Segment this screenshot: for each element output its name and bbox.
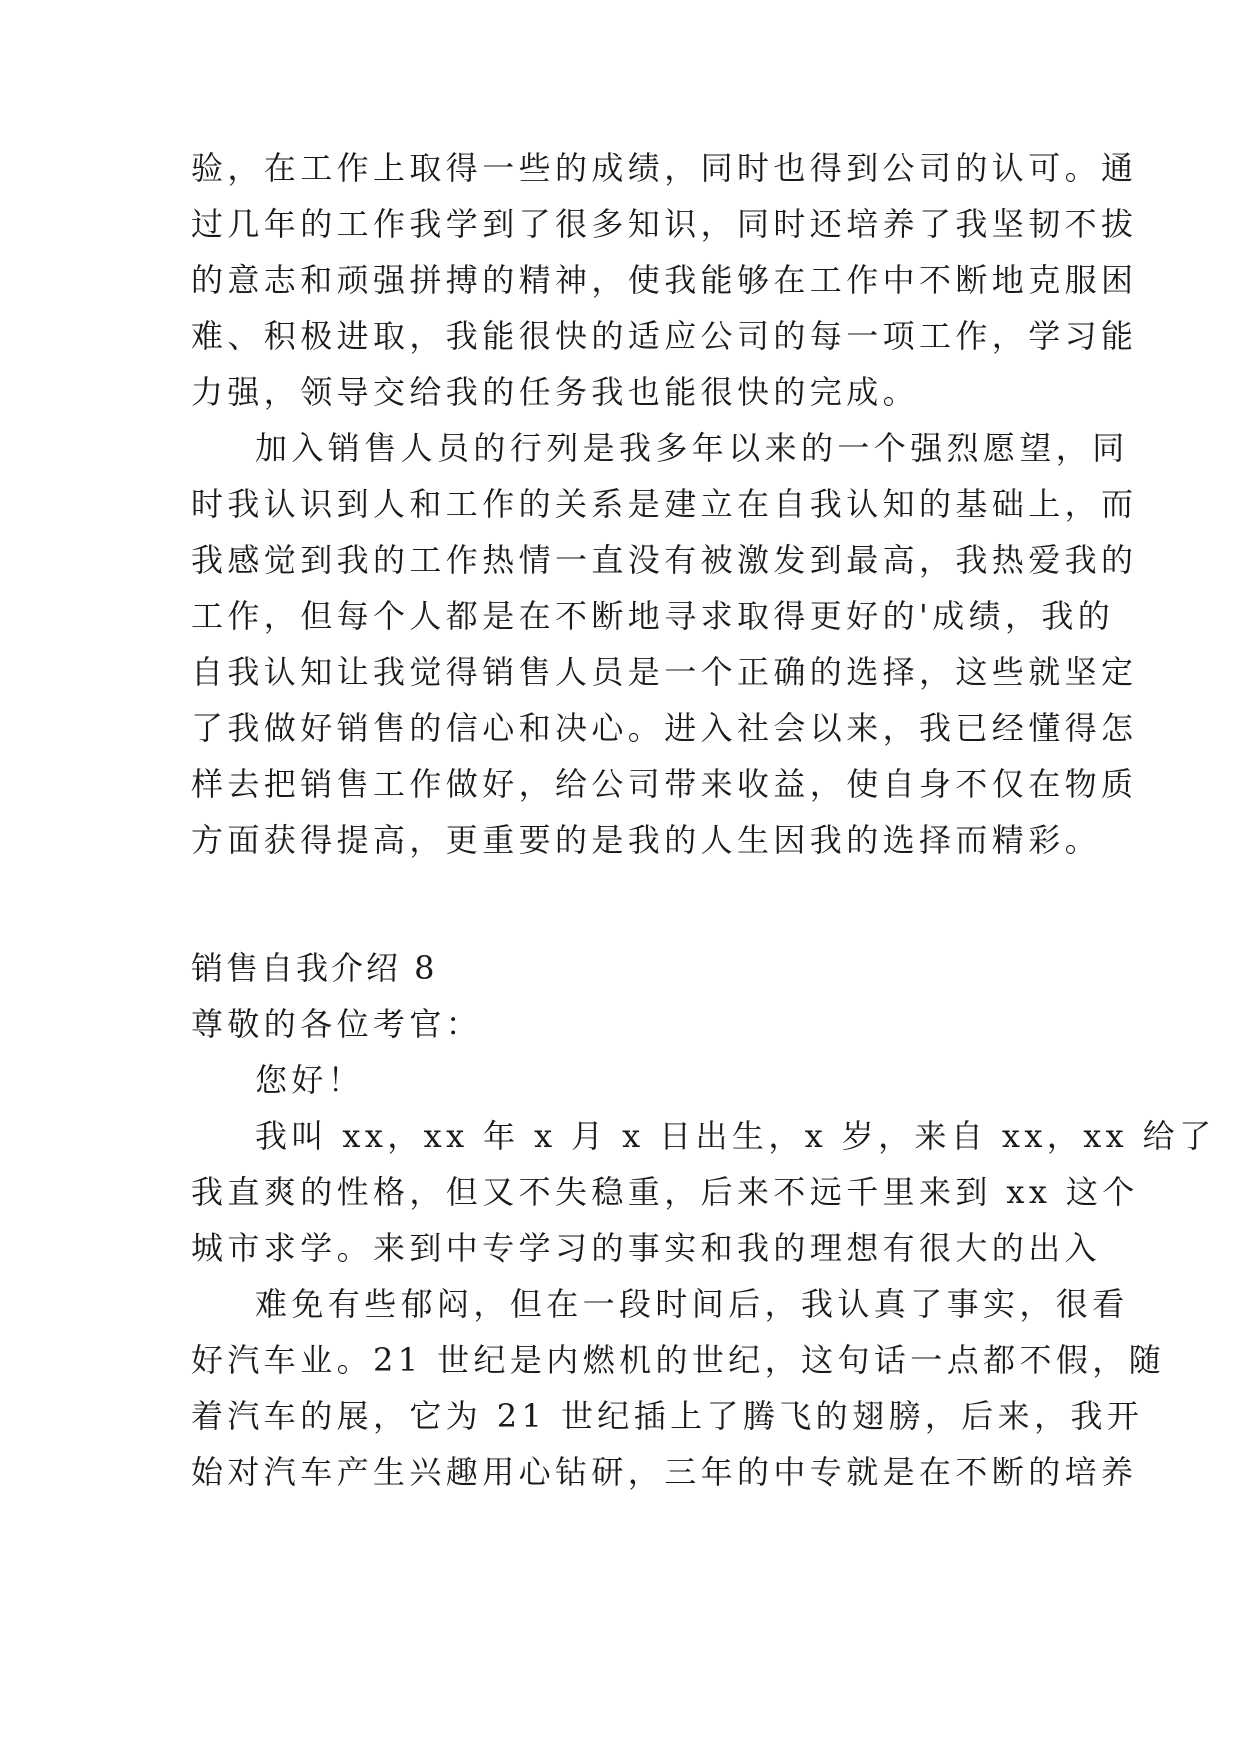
text-line: 加入销售人员的行列是我多年以来的一个强烈愿望，同: [255, 429, 1129, 467]
text-line: 自我认知让我觉得销售人员是一个正确的选择，这些就坚定: [191, 653, 1138, 691]
text-line: 过几年的工作我学到了很多知识，同时还培养了我坚韧不拔: [191, 205, 1138, 243]
salutation: 尊敬的各位考官：: [191, 1005, 483, 1043]
text-line: 难、积极进取，我能很快的适应公司的每一项工作，学习能: [191, 317, 1138, 355]
text-line: 方面获得提高，更重要的是我的人生因我的选择而精彩。: [191, 821, 1102, 859]
text-line: 我直爽的性格，但又不失稳重，后来不远千里来到 xx 这个: [191, 1173, 1139, 1211]
text-line: 难免有些郁闷，但在一段时间后，我认真了事实，很看: [255, 1285, 1129, 1323]
text-line: 始对汽车产生兴趣用心钻研，三年的中专就是在不断的培养: [191, 1453, 1138, 1491]
text-line: 好汽车业。21 世纪是内燃机的世纪，这句话一点都不假，随: [191, 1341, 1166, 1379]
text-line: 我叫 xx，xx 年 x 月 x 日出生，x 岁，来自 xx，xx 给了: [255, 1117, 1216, 1155]
text-line: 时我认识到人和工作的关系是建立在自我认知的基础上，而: [191, 485, 1138, 523]
paragraph-1: [191, 140, 1138, 420]
text-line: 工作，但每个人都是在不断地寻求取得更好的'成绩，我的: [191, 597, 1115, 635]
text-line: 城市求学。来到中专学习的事实和我的理想有很大的出入: [191, 1229, 1102, 1267]
paragraph-4: [191, 1276, 1166, 1500]
text-line: 的意志和顽强拼搏的精神，使我能够在工作中不断地克服困: [191, 261, 1138, 299]
section-title: 销售自我介绍 8: [191, 949, 438, 987]
paragraph-2: [191, 420, 1138, 868]
section-gap: [191, 868, 1051, 940]
paragraph-3: [191, 1108, 1216, 1276]
text-line: 验，在工作上取得一些的成绩，同时也得到公司的认可。通: [191, 149, 1138, 187]
text-line: 力强，领导交给我的任务我也能很快的完成。: [191, 373, 920, 411]
text-line: 着汽车的展，它为 21 世纪插上了腾飞的翅膀，后来，我开: [191, 1397, 1144, 1435]
text-line: 样去把销售工作做好，给公司带来收益，使自身不仅在物质: [191, 765, 1138, 803]
text-line: 我感觉到我的工作热情一直没有被激发到最高，我热爱我的: [191, 541, 1138, 579]
greeting: 您好！: [255, 1061, 365, 1099]
document-page: [191, 140, 1216, 1500]
text-line: 了我做好销售的信心和决心。进入社会以来，我已经懂得怎: [191, 709, 1138, 747]
